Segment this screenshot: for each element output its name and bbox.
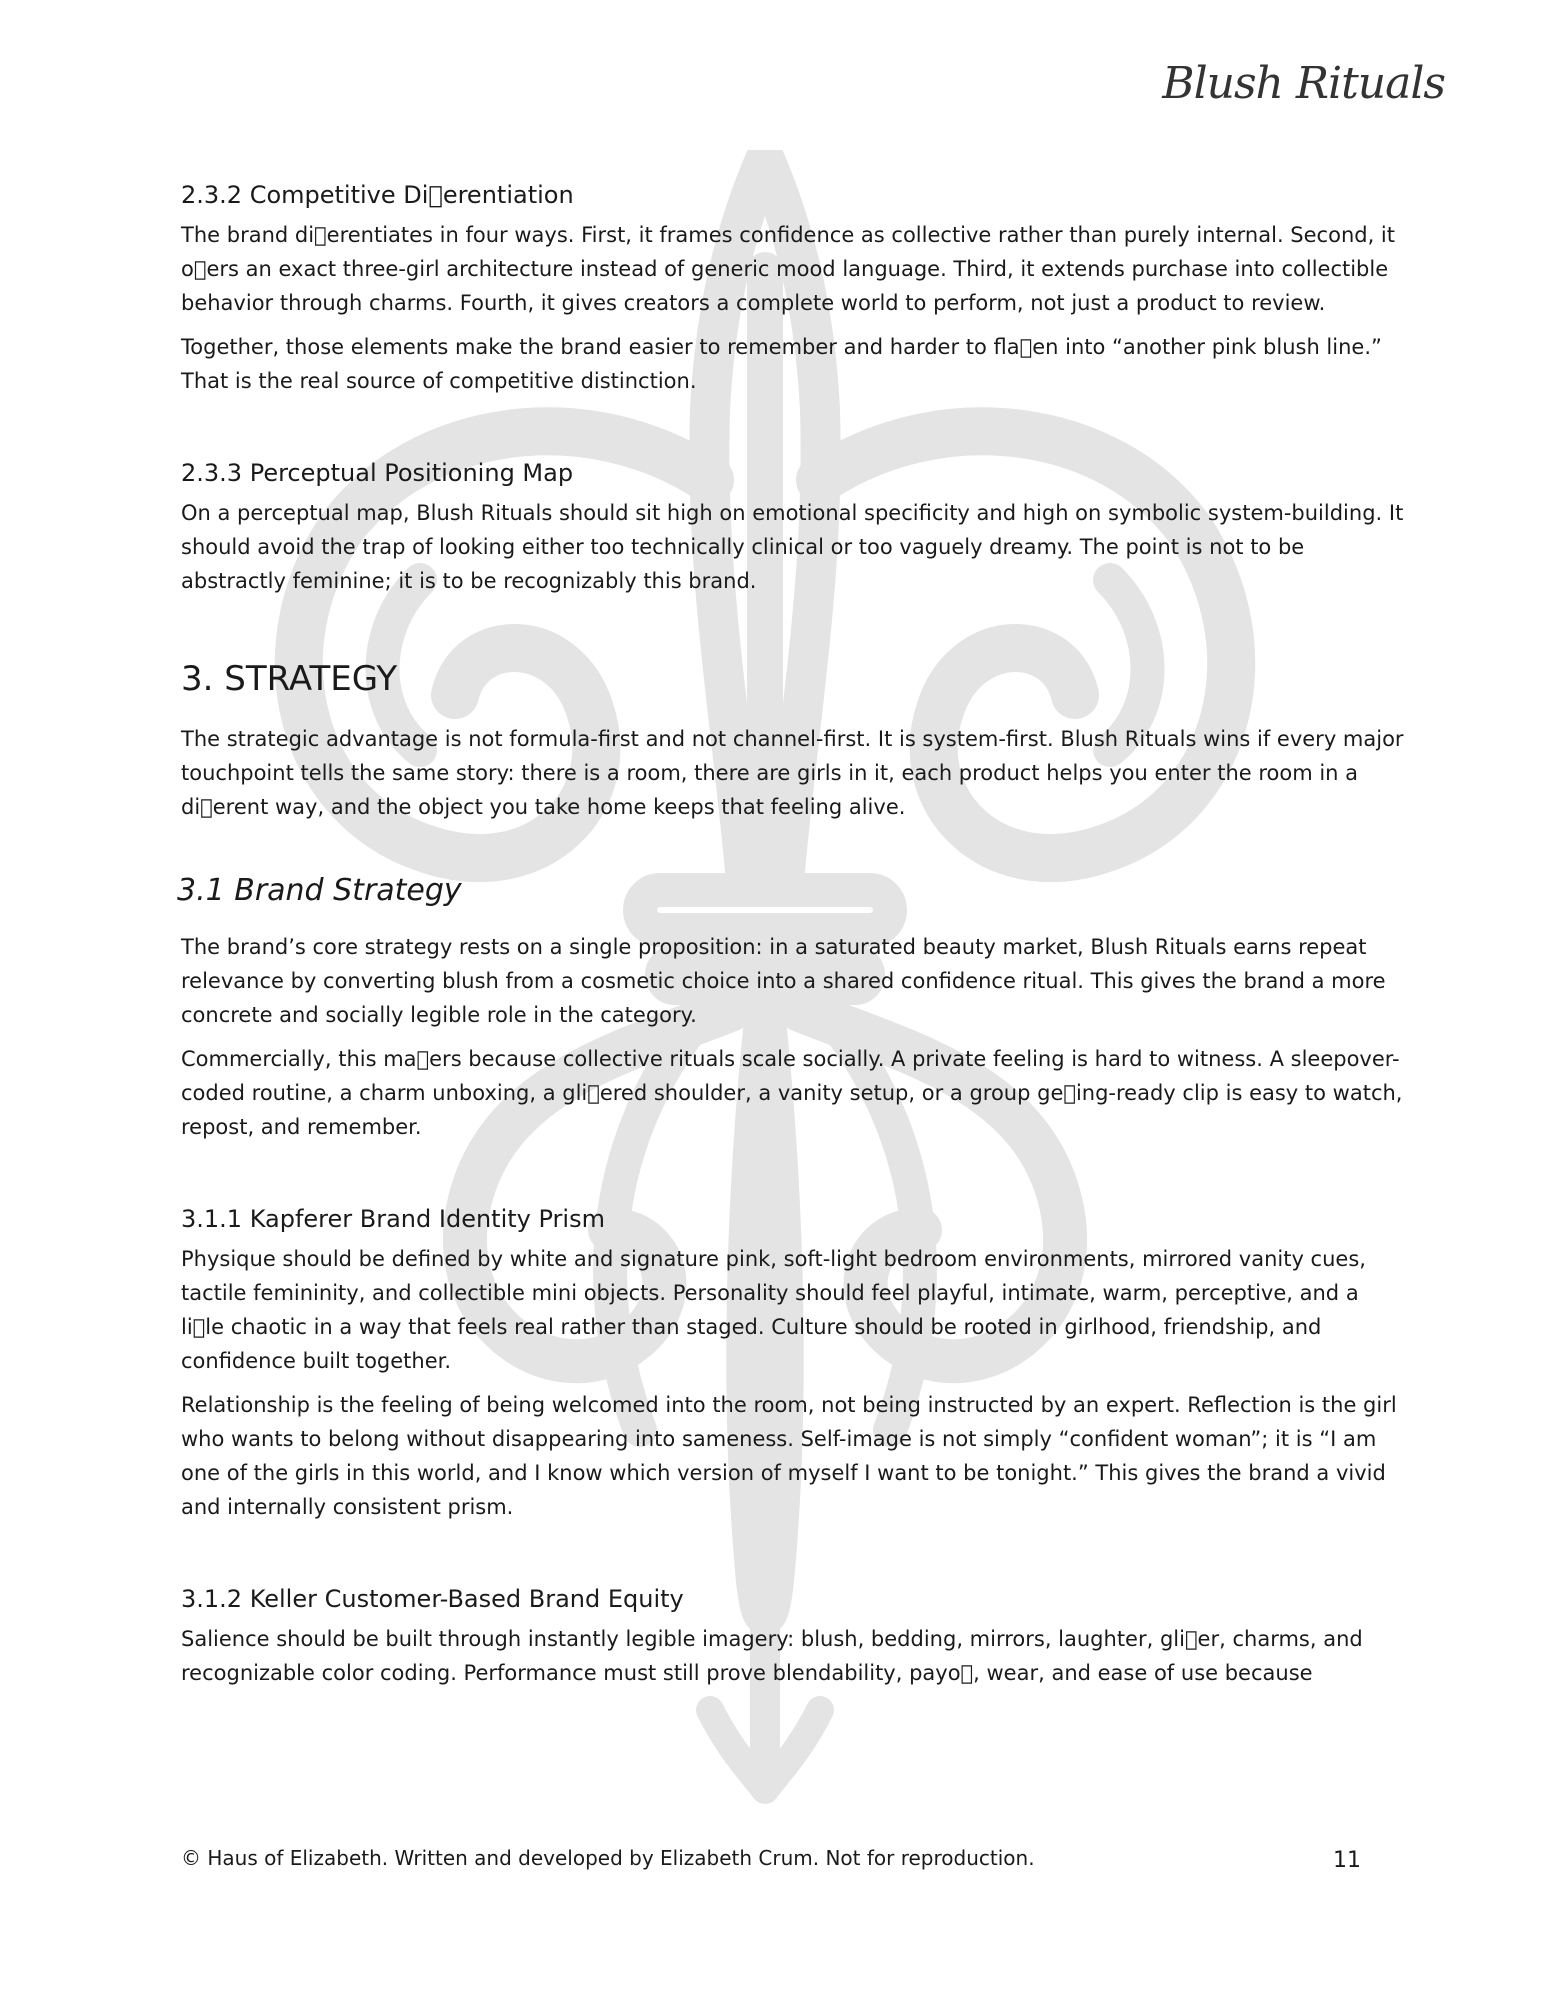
paragraph: Relationship is the feeling of being welcomed into the room, not being instructed by an expert. Reflection is the girl who wants to belong without disappearing into sameness. Self-image is not simply “confident woman”; it is “I am one of the girls in this world, and I know which version of myself I want to be tonight.” This gives the brand a vivid and internally consistent prism. — [181, 1393, 1397, 1519]
section-heading-2-3-3: 2.3.3 Perceptual Positioning Map — [181, 459, 574, 487]
paragraph: The strategic advantage is not formula-first and not channel-first. It is system-first. Blush Rituals wins if every major touchpoint tells the same story: there is a room, there are girls in it, each product helps you enter the room in a di erent way, and the object you take home keeps that feeling alive. — [181, 727, 1404, 819]
paragraph: The brand’s core strategy rests on a single proposition: in a saturated beauty market, Blush Rituals earns repeat relevance by converting blush from a cosmetic choice into a shared confidence ritual. This gives the brand a more concrete and socially legible role in the category. — [181, 935, 1386, 1027]
paragraph: On a perceptual map, Blush Rituals should sit high on emotional specificity and high on symbolic system-building. It should avoid the trap of looking either too technically clinical or too vaguely dreamy. The point is not to be abstractly feminine; it is to be recognizably this brand. — [181, 501, 1404, 593]
section-heading-3-1-2: 3.1.2 Keller Customer-Based Brand Equity — [181, 1585, 684, 1613]
section-heading-3-1: 3.1 Brand Strategy — [177, 873, 462, 908]
section-heading-2-3-2: 2.3.2 Competitive Di erentiation — [181, 181, 574, 209]
page-number: 11 — [1333, 1848, 1361, 1873]
chapter-heading-strategy: 3. STRATEGY — [181, 659, 398, 699]
paragraph: Physique should be defined by white and signature pink, soft-light bedroom environments, mirrored vanity cues, tactile femininity, and collectible mini objects. Personality should feel playful, intimate, warm, perceptive, and a li le chaotic in a way that feels real rather than staged. Culture should be rooted in girlhood, friendship, and confidence built together. — [181, 1247, 1366, 1373]
paragraph: Together, those elements make the brand easier to remember and harder to fla en into “another pink blush line.” That is the real source of competitive distinction. — [181, 335, 1382, 393]
paragraph: Salience should be built through instantly legible imagery: blush, bedding, mirrors, laughter, gli er, charms, and recognizable color coding. Performance must still prove blendability, payo , wear, and ease of use because — [181, 1627, 1363, 1685]
section-heading-3-1-1: 3.1.1 Kapferer Brand Identity Prism — [181, 1205, 605, 1233]
footer-copyright: © Haus of Elizabeth. Written and developed by Elizabeth Crum. Not for reproduction. — [181, 1846, 1035, 1870]
document-body — [177, 178, 1406, 1700]
brand-logo: Blush Rituals — [1162, 58, 1445, 109]
paragraph: Commercially, this ma ers because collective rituals scale socially. A private feeling is hard to witness. A sleepover-coded routine, a charm unboxing, a gli ered shoulder, a vanity setup, or a group ge ing-ready clip is easy to watch, repost, and remember. — [181, 1047, 1403, 1139]
paragraph: The brand di erentiates in four ways. First, it frames confidence as collective rather than purely internal. Second, it o ers an exact three-girl architecture instead of generic mood language. Third, it extends purchase into collectible behavior through charms. Fourth, it gives creators a complete world to perform, not just a product to review. — [181, 223, 1396, 315]
